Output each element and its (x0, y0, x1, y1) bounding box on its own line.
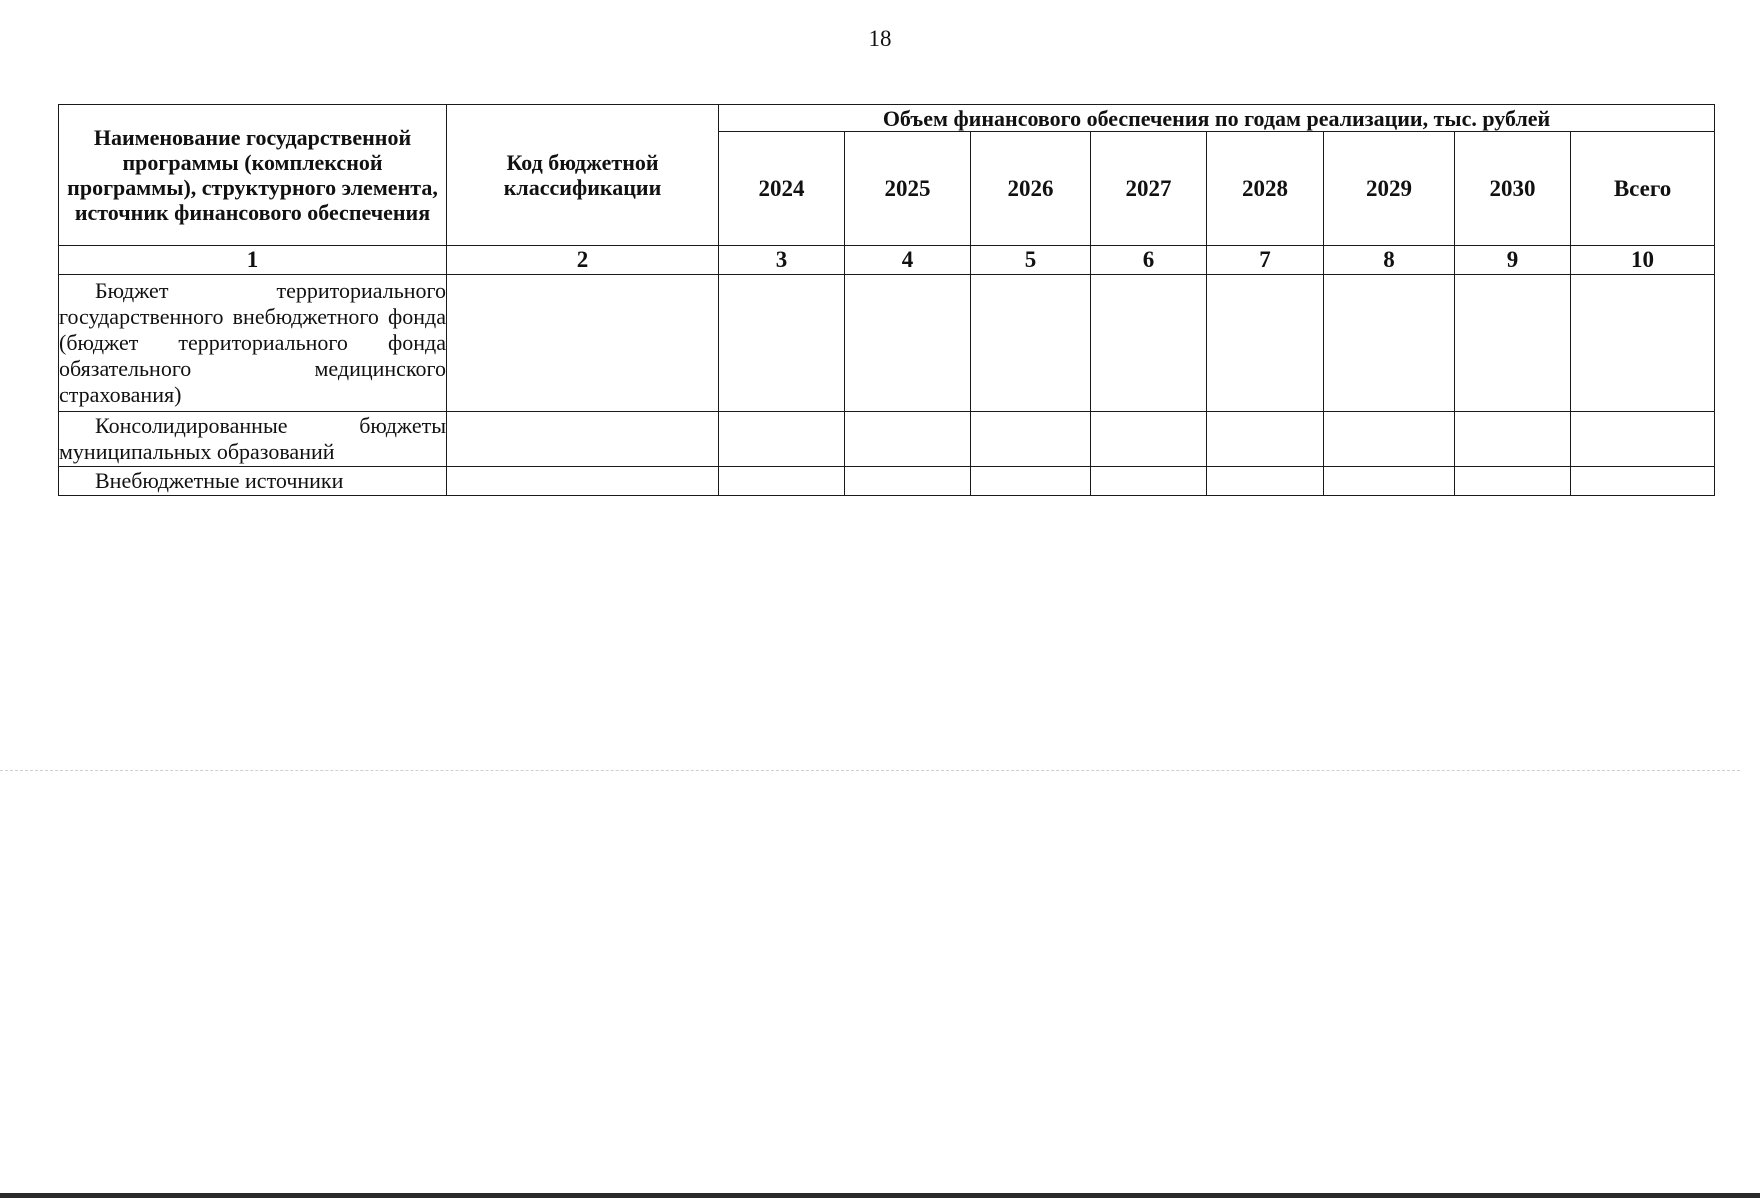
column-number: 3 (719, 246, 845, 275)
source-name: Внебюджетные источники (95, 468, 344, 493)
empty-cell (1324, 467, 1455, 496)
empty-cell (447, 467, 719, 496)
source-name: Консолидированные бюджеты муниципальных образований (59, 413, 446, 464)
year-header-2030: 2030 (1455, 132, 1571, 246)
empty-cell (1571, 467, 1715, 496)
empty-cell (719, 275, 845, 412)
column-number: 5 (971, 246, 1091, 275)
column-number: 2 (447, 246, 719, 275)
empty-cell (971, 467, 1091, 496)
year-header-2024: 2024 (719, 132, 845, 246)
empty-cell (447, 275, 719, 412)
empty-cell (845, 275, 971, 412)
total-header: Всего (1571, 132, 1715, 246)
empty-cell (719, 412, 845, 467)
table-row (59, 412, 1715, 467)
source-name-cell (59, 275, 447, 412)
year-header-2026: 2026 (971, 132, 1091, 246)
table-row (59, 467, 1715, 496)
empty-cell (1091, 412, 1207, 467)
page-number: 18 (868, 26, 892, 51)
empty-cell (971, 412, 1091, 467)
column-number: 7 (1207, 246, 1324, 275)
year-header-2027: 2027 (1091, 132, 1207, 246)
column-number: 4 (845, 246, 971, 275)
column-number: 8 (1324, 246, 1455, 275)
empty-cell (845, 467, 971, 496)
column-number-row (59, 246, 1715, 275)
empty-cell (1455, 275, 1571, 412)
table-row (59, 275, 1715, 412)
financing-table (58, 104, 1715, 496)
column-number: 1 (59, 246, 447, 275)
year-header-2028: 2028 (1207, 132, 1324, 246)
source-name-cell (59, 412, 447, 467)
col-name-header: Наименование государственной программы (комплексной программы), структурного элемента, источник финансового обеспечения (59, 105, 447, 246)
empty-cell (971, 275, 1091, 412)
col-code-header: Код бюджетной классификации (447, 105, 719, 246)
year-header-2025: 2025 (845, 132, 971, 246)
empty-cell (1324, 275, 1455, 412)
empty-cell (1207, 275, 1324, 412)
header-row-top (59, 105, 1715, 132)
scan-artifact-line (0, 770, 1740, 771)
empty-cell (1207, 467, 1324, 496)
empty-cell (1207, 412, 1324, 467)
empty-cell (1455, 467, 1571, 496)
empty-cell (1324, 412, 1455, 467)
empty-cell (845, 412, 971, 467)
empty-cell (1571, 412, 1715, 467)
column-number: 10 (1571, 246, 1715, 275)
scan-edge-bar (0, 1193, 1760, 1198)
year-header-2029: 2029 (1324, 132, 1455, 246)
empty-cell (1091, 467, 1207, 496)
empty-cell (719, 467, 845, 496)
empty-cell (1455, 412, 1571, 467)
empty-cell (447, 412, 719, 467)
funding-group-header: Объем финансового обеспечения по годам реализации, тыс. рублей (719, 105, 1715, 132)
source-name: Бюджет территориального государственного внебюджетного фонда (бюджет территориального фонда обязательного медицинского страхования) (59, 278, 446, 407)
empty-cell (1571, 275, 1715, 412)
column-number: 9 (1455, 246, 1571, 275)
empty-cell (1091, 275, 1207, 412)
source-name-cell (59, 467, 447, 496)
column-number: 6 (1091, 246, 1207, 275)
